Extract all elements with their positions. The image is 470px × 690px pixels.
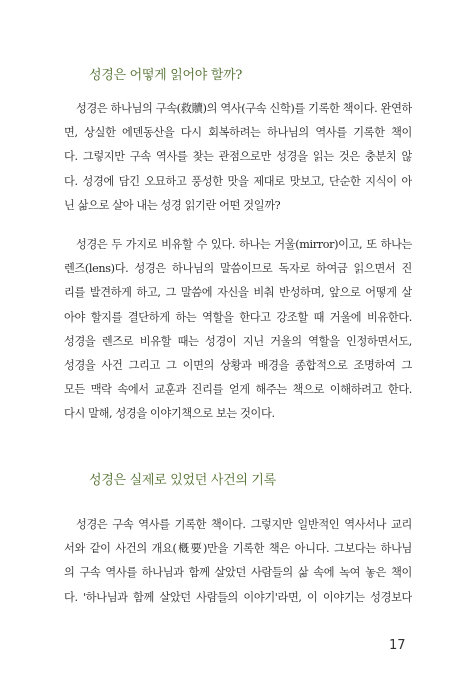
text-line: 성경을 렌즈로 비유할 때는 성경이 지닌 거울의 역할을 인정하면서도,	[64, 334, 412, 348]
text-line: 의 구속 역사를 하나님과 함께 살았던 사람들의 삶 속에 녹여 놓은 책이	[64, 566, 412, 580]
text-line: 리를 발견하게 하고, 그 말씀에 자신을 비춰 반성하며, 앞으로 어떻게 살	[64, 286, 412, 300]
text-line: 모든 맥락 속에서 교훈과 진리를 얻게 해주는 책으로 이해하려고 한다.	[64, 383, 412, 397]
section-heading-real-events: 성경은 실제로 있었던 사건의 기록	[89, 473, 276, 488]
page-number: 17	[389, 638, 406, 653]
paragraph-redemption-history	[64, 97, 412, 218]
paragraph-mirror-lens	[64, 233, 412, 427]
text-line: 성경은 두 가지로 비유할 수 있다. 하나는 거울(mirror)이고, 또 하나는	[76, 238, 412, 251]
text-line: 아야 할지를 결단하게 하는 역할을 한다고 강조할 때 거울에 비유한다.	[64, 310, 412, 324]
text-line: 서와 같이 사건의 개요(槪要)만을 기록한 책은 아니다. 그보다는 하나님	[64, 542, 412, 556]
text-line: 면, 상실한 에덴동산을 다시 회복하려는 하나님의 역사를 기록한 책이	[64, 126, 412, 140]
text-line: 다시 말해, 성경을 이야기책으로 보는 것이다.	[64, 407, 275, 421]
text-line: 다. 그렇지만 구속 역사를 찾는 관점으로만 성경을 읽는 것은 충분치 않	[64, 150, 412, 164]
text-line: 성경은 구속 역사를 기록한 책이다. 그렇지만 일반적인 역사서나 교리	[76, 518, 412, 531]
text-line: 렌즈(lens)다. 성경은 하나님의 말씀이므로 독자로 하여금 읽으면서 진	[64, 262, 412, 276]
text-line: 성경은 하나님의 구속(救贖)의 역사(구속 신학)를 기록한 책이다. 완연하	[76, 102, 412, 115]
text-line: 다. 성경에 담긴 오묘하고 풍성한 맛을 제대로 맛보고, 단순한 지식이 아	[64, 174, 412, 188]
paragraph-real-events	[64, 513, 412, 610]
text-line: 닌 삶으로 살아 내는 성경 읽기란 어떤 것일까?	[64, 198, 281, 212]
section-heading-how-to-read: 성경은 어떻게 읽어야 할까?	[89, 68, 243, 83]
text-line: 성경을 사건 그리고 그 이면의 상황과 배경을 종합적으로 조명하여 그	[64, 358, 412, 372]
text-line: 다. '하나님과 함께 살았던 사람들의 이야기'라면, 이 이야기는 성경보다	[64, 590, 412, 604]
